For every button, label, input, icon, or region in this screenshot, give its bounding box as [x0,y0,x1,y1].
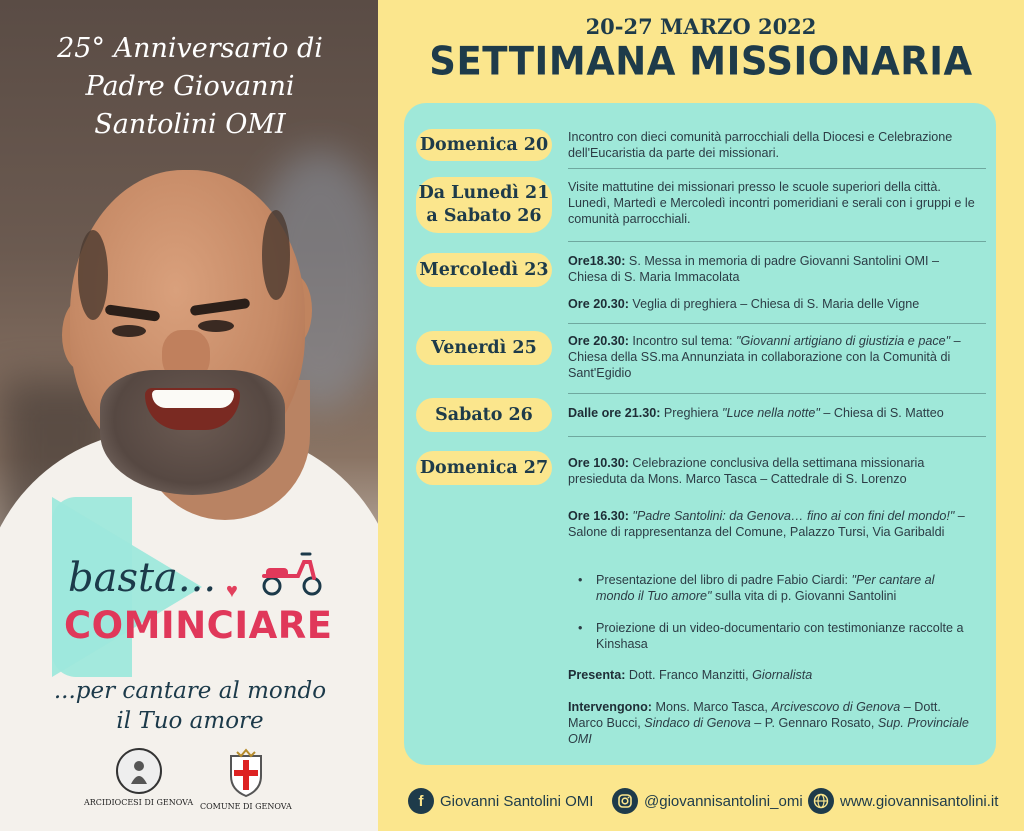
event-description [568,253,978,285]
website-link[interactable] [808,786,998,816]
cominciare-text: COMINCIARE [64,604,333,647]
portrait-teeth [152,390,234,408]
scooter-icon [258,548,326,596]
facebook-link[interactable] [408,786,593,816]
event-description: Incontro con dieci comunità parrocchiali della Diocesi e Celebrazione dell'Eucaristia da parte dei missionari. [568,130,953,160]
event-text: Presentazione del libro di padre Fabio Ciardi: [596,573,852,587]
facebook-icon: f [408,788,434,814]
day-badge: Domenica 20 [416,129,552,161]
day-badge: Domenica 27 [416,451,552,485]
photo-panel [0,0,378,831]
event-description [568,455,978,487]
portrait-eye [112,325,146,337]
event-description [568,508,978,540]
event-time: Dalle ore 21.30: [568,406,661,420]
tagline-line: il Tuo amore [116,708,264,734]
day-badge-line: a Sabato 26 [426,206,542,226]
anniversary-title-line: 25° Anniversario di [57,33,323,64]
website-url: www.giovannisantolini.it [840,792,999,810]
divider [568,168,986,169]
basta-text: basta... [68,555,217,601]
event-theme: "Luce nella notte" [722,406,820,420]
event-text: Preghiera [660,406,723,420]
speaker-name: – Dott. Marco Bucci, [568,700,941,730]
arcidiocesi-logo [84,748,193,807]
speaker-name: – P. Gennaro Rosato, [750,716,878,730]
event-text: Incontro sul tema: [628,334,737,348]
event-text: – Chiesa della SS.ma Annunziata in collaborazione con la Comunità di Sant'Egidio [568,334,961,380]
event-text: S. Messa in memoria di padre Giovanni Santolini OMI – Chiesa di S. Maria Immacolata [568,254,940,284]
day-badge [416,177,552,233]
comune-label: COMUNE DI GENOVA [200,802,292,811]
list-item: • Proiezione di un video-documentario con testimonianze raccolte a Kinshasa [578,620,968,652]
schedule-panel [404,103,996,765]
event-dates: 20-27 MARZO 2022 [585,14,817,39]
divider [568,323,986,324]
event-time: Ore18.30: [568,254,626,268]
day-badge-line: Da Lunedì 21 [418,183,550,203]
presenter-label: Presenta: [568,668,626,682]
event-theme: "Giovanni artigiano di giustizia e pace" [736,334,951,348]
day-badge: Venerdì 25 [416,331,552,365]
speaker-role: Arcivescovo di Genova [771,700,901,714]
anniversary-title [30,30,350,144]
event-text: sulla vita di p. Giovanni Santolini [711,589,897,603]
event-time: Ore 16.30: [568,509,629,523]
heart-icon: ♥ [226,580,238,602]
list-item [578,572,968,604]
arcidiocesi-emblem-icon [116,748,162,794]
speaker-name: Mons. Marco Tasca, [651,700,772,714]
day-badge: Mercoledì 23 [416,253,552,287]
divider [568,393,986,394]
tagline-line: ...per cantare al mondo [53,678,327,704]
portrait-hair [78,230,108,320]
anniversary-title-line: Santolini OMI [94,109,286,140]
speakers-label: Intervengono: [568,700,652,714]
tagline [40,676,340,736]
event-text: – Chiesa di S. Matteo [819,406,944,420]
event-theme: "Padre Santolini: da Genova… fino ai con fini del mondo!" [628,509,955,523]
divider [568,436,986,437]
divider [568,241,986,242]
presenter-role: Giornalista [752,668,813,682]
speaker-role: Sindaco di Genova [644,716,751,730]
speakers-line [568,699,978,747]
comune-shield-icon [223,748,269,798]
event-text: Celebrazione conclusiva della settimana missionaria presieduta da Mons. Marco Tasca – Cattedrale di S. Lorenzo [568,456,925,486]
event-time: Ore 20.30: [568,334,629,348]
portrait-hair [262,210,290,300]
event-description [568,405,978,421]
instagram-icon [612,788,638,814]
anniversary-title-line: Padre Giovanni [85,71,295,102]
presenter-name: Dott. Franco Manzitti, [625,668,753,682]
arcidiocesi-label: ARCIDIOCESI DI GENOVA [84,798,194,807]
event-description [568,296,978,312]
speaker-role: Sup. Provinciale OMI [568,716,969,746]
event-description [568,333,978,381]
globe-icon [808,788,834,814]
presenter-line [568,667,978,683]
event-time: Ore 20.30: [568,297,629,311]
portrait-eye [198,320,234,332]
event-description: Visite mattutine dei missionari presso le scuole superiori della città. Lunedì, Martedì e Mercoledì incontri pomeridiani e serali con i gruppi e le comunità parrocchiali. [568,180,975,226]
facebook-handle: Giovanni Santolini OMI [440,792,594,810]
event-text: Veglia di preghiera – Chiesa di S. Maria delle Vigne [628,297,920,311]
instagram-link[interactable] [612,786,803,816]
instagram-handle: @giovannisantolini_omi [644,792,803,810]
event-time: Ore 10.30: [568,456,629,470]
event-theme: "Per cantare al mondo il Tuo amore" [596,573,935,603]
page-title: SETTIMANA MISSIONARIA [429,38,973,85]
day-badge: Sabato 26 [416,398,552,432]
comune-logo [200,748,292,811]
event-text: – Salone di rappresentanza del Comune, Palazzo Tursi, Via Garibaldi [568,509,965,539]
